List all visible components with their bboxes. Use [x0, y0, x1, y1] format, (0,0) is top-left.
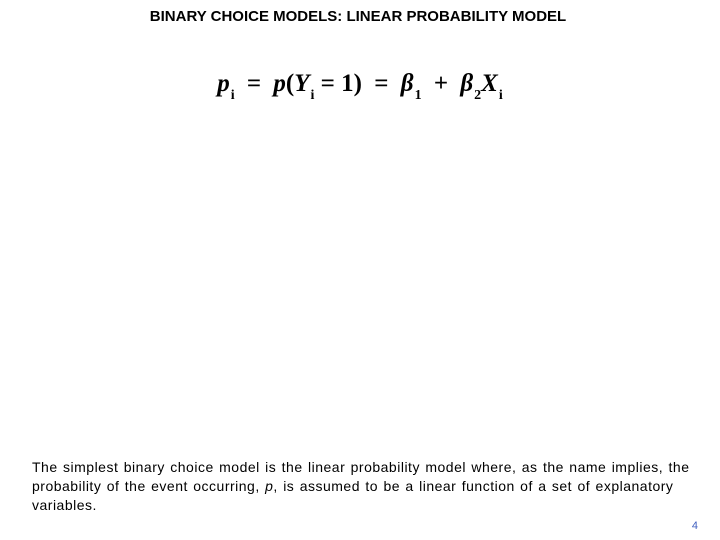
formula-plus: +: [433, 70, 449, 97]
formula-equals: =: [246, 70, 262, 97]
formula-sub-i: i: [498, 88, 503, 103]
formula-sub-i: i: [310, 88, 315, 103]
slide-caption: [32, 458, 692, 515]
formula-X: X: [481, 70, 498, 97]
formula-p: p: [217, 70, 230, 97]
formula-sub-1: 1: [414, 88, 422, 103]
formula-Y: Y: [294, 70, 310, 97]
formula-sub-i: i: [230, 88, 235, 103]
formula-p-func: p: [273, 70, 286, 97]
slide-title: BINARY CHOICE MODELS: LINEAR PROBABILITY MODEL: [149, 8, 567, 25]
formula-equals: =: [374, 70, 389, 97]
caption-italic-p: p: [265, 478, 274, 494]
formula-beta-1: β: [400, 70, 414, 97]
formula-lparen: (: [285, 70, 295, 97]
caption-text-1: The simplest binary choice model is the linear probability model where, as the name implies, the probability of the event occurring,: [32, 459, 690, 494]
formula-linear-probability: [0, 70, 720, 110]
formula-sub-2: 2: [474, 88, 482, 103]
page-number: 4: [691, 520, 698, 532]
formula-eq-one: = 1): [320, 70, 362, 97]
formula-beta-2: β: [460, 70, 474, 97]
caption-text-2: , is assumed to be a linear function of a set of explanatory variables.: [32, 478, 674, 513]
